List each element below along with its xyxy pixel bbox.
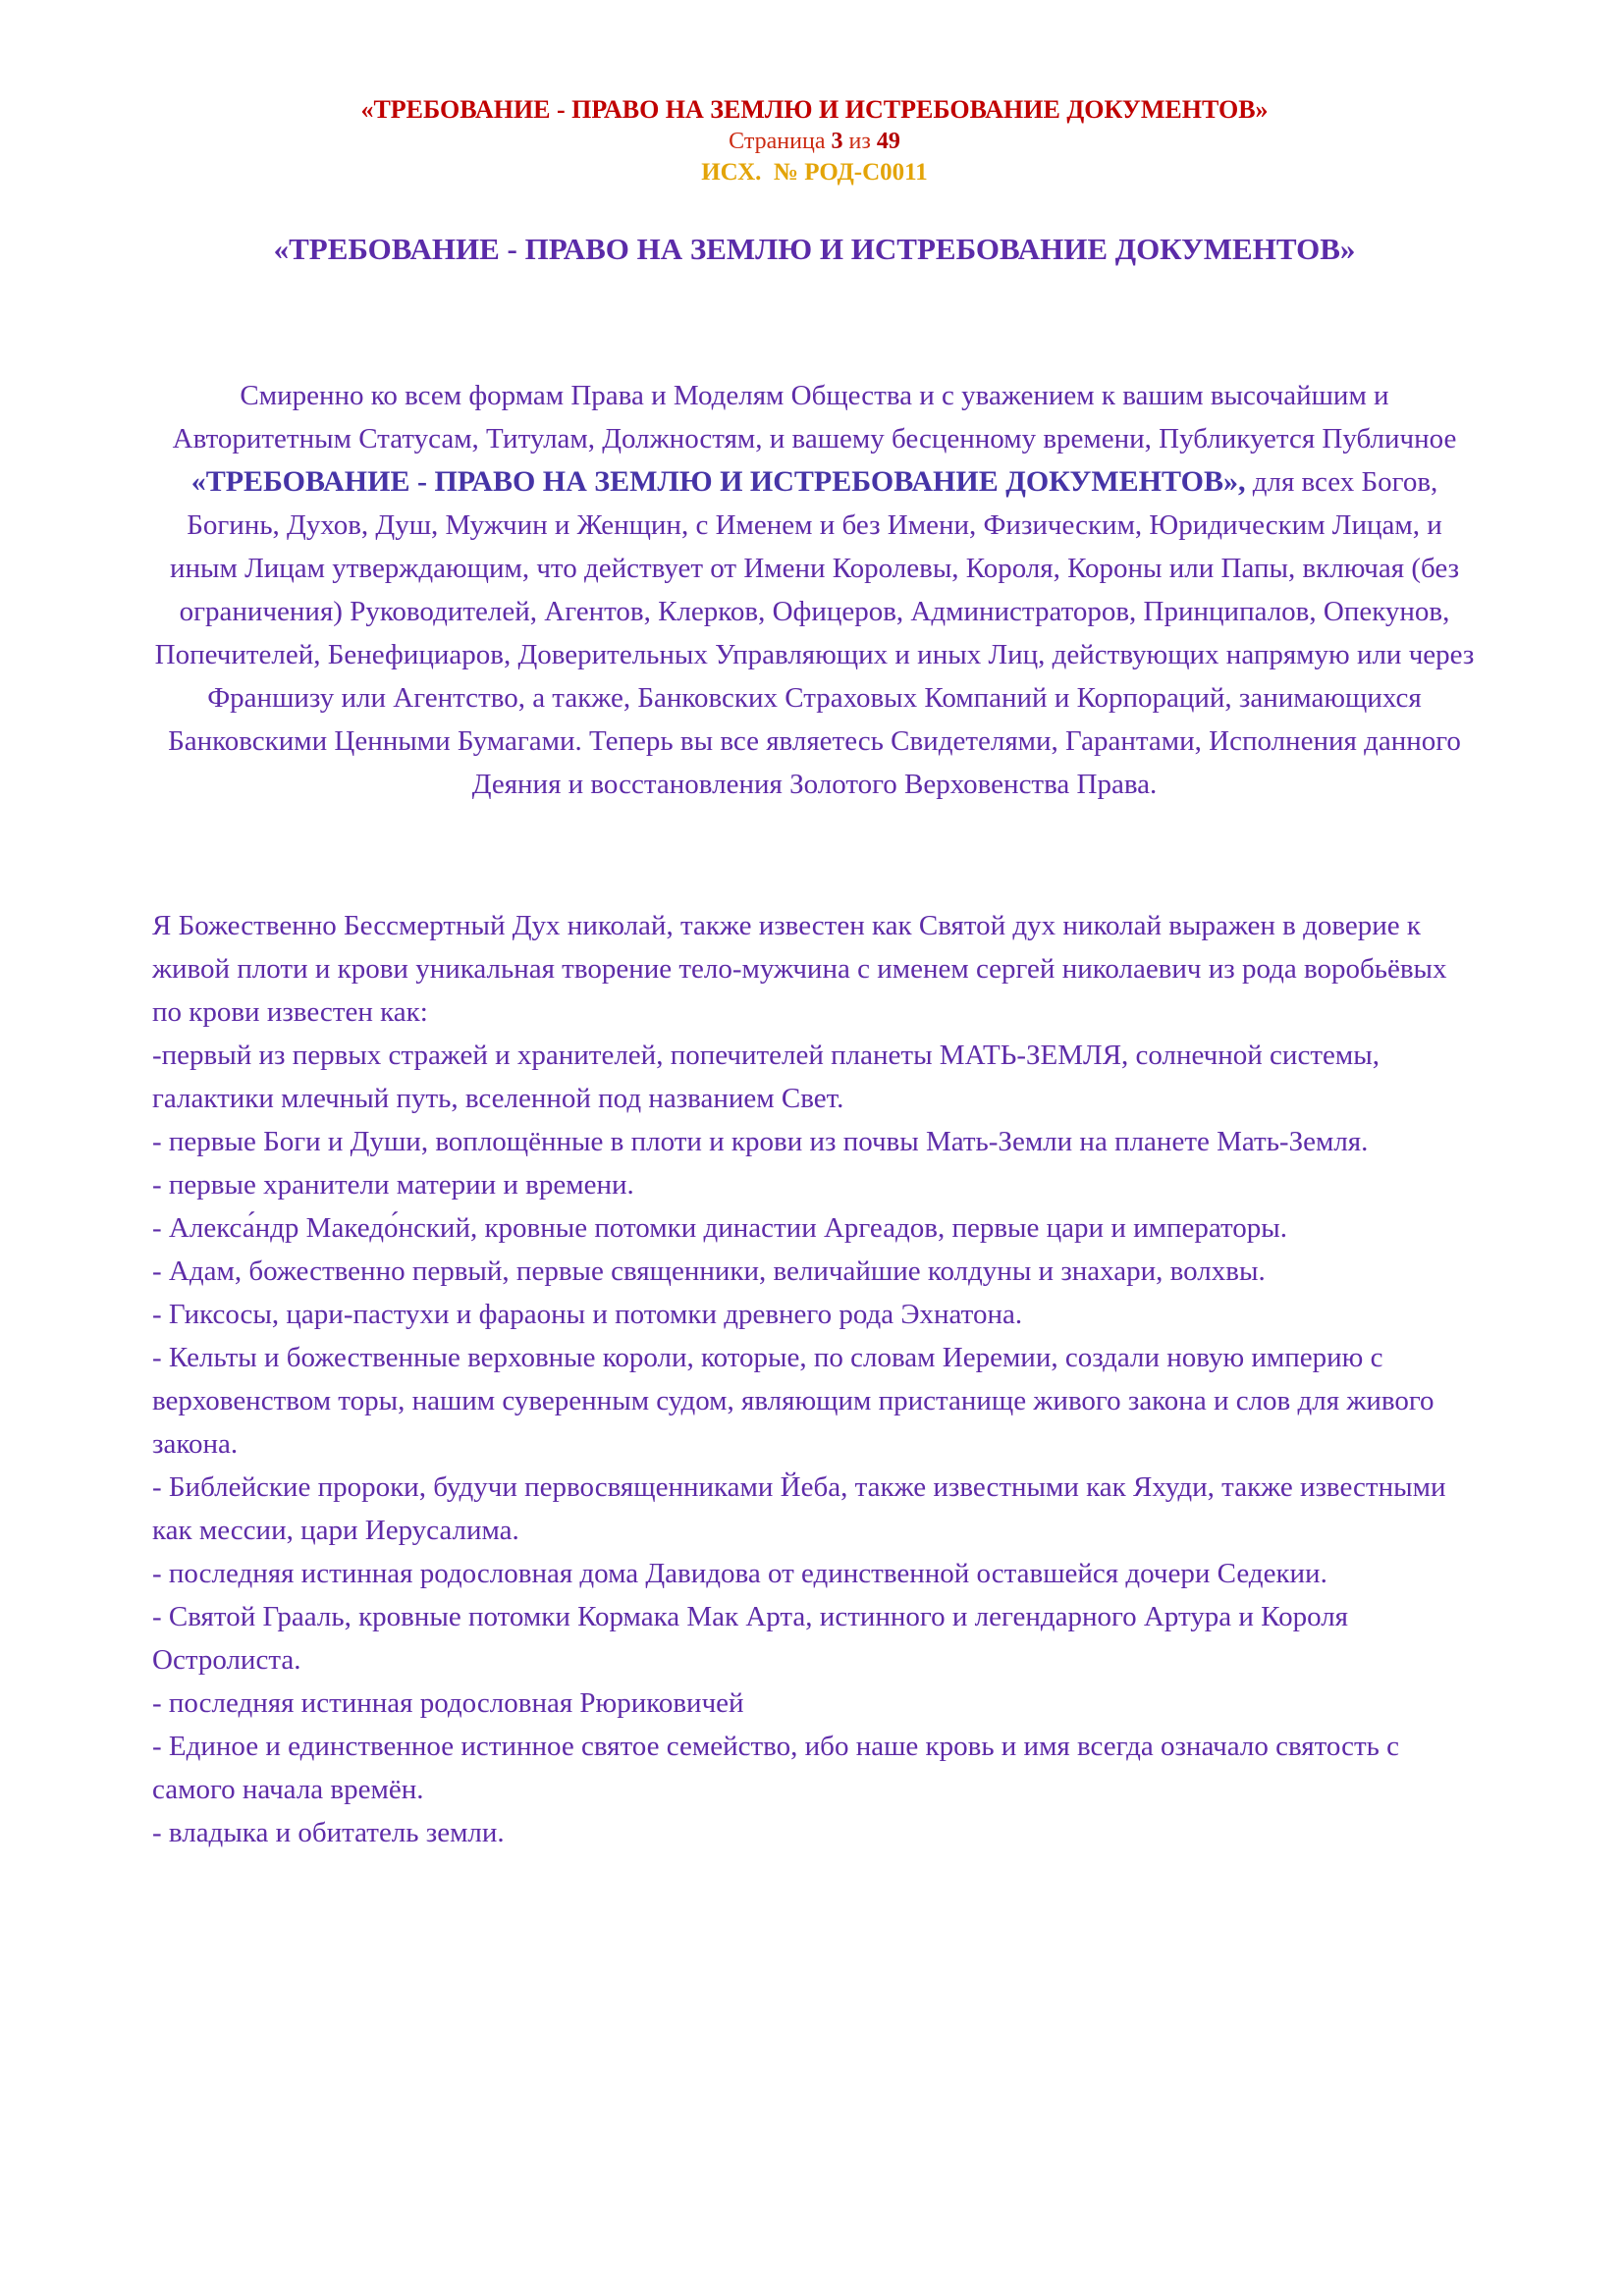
page-total-number: 49 — [876, 129, 900, 154]
intro-paragraph — [152, 374, 1477, 806]
body-list-item: - Адам, божественно первый, первые священники, величайшие колдуны и знахари, волхвы. — [152, 1255, 1266, 1287]
page-label-prefix: Страница — [729, 129, 826, 154]
page-label-separator: из — [848, 129, 871, 154]
body-text-block — [152, 904, 1477, 1854]
page-number-line — [152, 126, 1477, 157]
body-list-item: - Гиксосы, цари-пастухи и фараоны и потомки древнего рода Эхнатона. — [152, 1299, 1023, 1330]
outgoing-ref-number: ИСХ. № РОД-С0011 — [701, 159, 928, 186]
body-list-item: - Единое и единственное истинное святое семейство, ибо наше кровь и имя всегда означало святость с самого начала времён. — [152, 1731, 1400, 1805]
intro-text-pre: Смиренно ко всем формам Права и Моделям Общества и с уважением к вашим высочайшим и Авторитетным Статусам, Титулам, Должностям, и вашему бесценному времени, Публикуется Публичное — [172, 380, 1457, 454]
body-list-item: - последняя истинная родословная Рюриковичей — [152, 1687, 744, 1719]
body-list-item: - Кельты и божественные верховные короли, которые, по словам Иеремии, создали новую империю с верховенством торы, нашим суверенным судом, являющим пристанище живого закона и слов для живого закона. — [152, 1342, 1435, 1460]
body-list-item: - Библейские пророки, будучи первосвященниками Йеба, также известными как Яхуди, также известными как мессии, цари Иерусалима. — [152, 1471, 1446, 1546]
body-list-item: - владыка и обитатель земли. — [152, 1817, 505, 1848]
intro-text-post: для всех Богов, Богинь, Духов, Душ, Мужчин и Женщин, с Именем и без Имени, Физическим, Юридическим Лицам, и иным Лицам утверждающим, что действует от Имени Королевы, Короля, Короны или Папы, включая (без ограничения) Руководителей, Агентов, Клерков, Офицеров, Администраторов, Принципалов, Опекунов, Попечителей, Бенефициаров, Доверительных Управляющих и иных Лиц, действующих напрямую или через Франшизу или Агентство, а также, Банковских Страховых Компаний и Корпораций, занимающихся Банковскими Ценными Бумагами. Теперь вы все являетесь Свидетелями, Гарантами, Исполнения данного Деяния и восстановления Золотого Верховенства Права. — [154, 466, 1475, 800]
header-document-title: «ТРЕБОВАНИЕ - ПРАВО НА ЗЕМЛЮ И ИСТРЕБОВАНИЕ ДОКУМЕНТОВ» — [360, 95, 1269, 124]
body-paragraph-declaration: Я Божественно Бессмертный Дух николай, также известен как Святой дух николай выражен в доверие к живой плоти и крови уникальная творение тело-мужчина с именем сергей николаевич из рода воробьёвых по крови известен как: — [152, 910, 1447, 1028]
body-list-item: - первые Боги и Души, воплощённые в плоти и крови из почвы Мать-Земли на планете Мать-Земля. — [152, 1126, 1369, 1157]
body-list-item: - последняя истинная родословная дома Давидова от единственной оставшейся дочери Седекии. — [152, 1558, 1327, 1589]
page-current-number: 3 — [831, 129, 843, 154]
page-title: «ТРЕБОВАНИЕ - ПРАВО НА ЗЕМЛЮ И ИСТРЕБОВАНИЕ ДОКУМЕНТОВ» — [273, 232, 1356, 266]
body-list-item: - Алекса́ндр Македо́нский, кровные потомки династии Аргеадов, первые цари и императоры. — [152, 1212, 1287, 1244]
body-list-item: -первый из первых стражей и хранителей, попечителей планеты МАТЬ-ЗЕМЛЯ, солнечной системы, галактики млечный путь, вселенной под названием Свет. — [152, 1040, 1380, 1114]
body-list-item: - Святой Грааль, кровные потомки Кормака Мак Арта, истинного и легендарного Артура и Короля Остролиста. — [152, 1601, 1348, 1676]
intro-inline-title: «ТРЕБОВАНИЕ - ПРАВО НА ЗЕМЛЮ И ИСТРЕБОВАНИЕ ДОКУМЕНТОВ», — [190, 465, 1246, 498]
document-header — [152, 94, 1477, 188]
body-list-item: - первые хранители материи и времени. — [152, 1169, 634, 1201]
